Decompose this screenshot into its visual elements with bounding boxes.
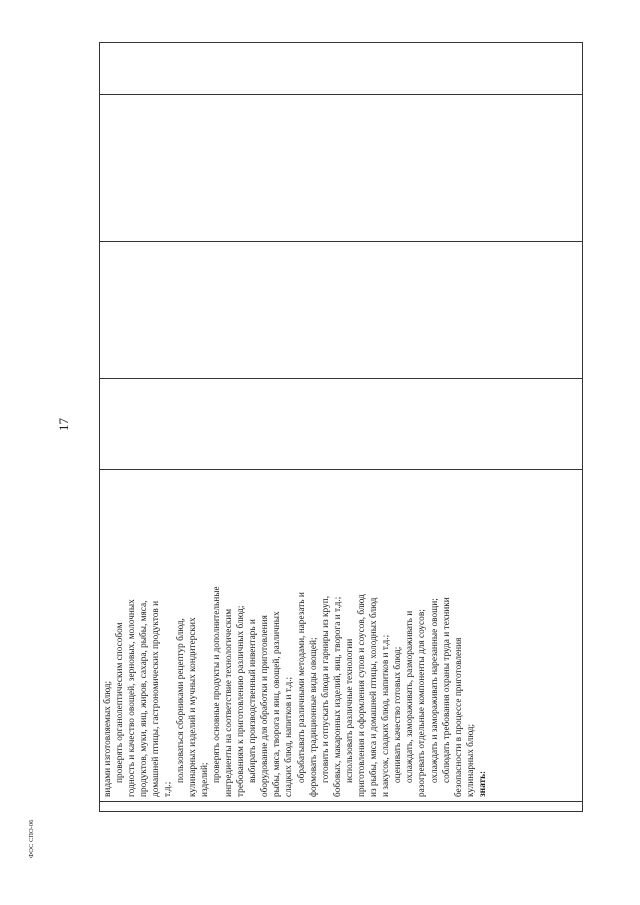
text-line: и закусок, сладких блюд, напитков и т.д.;	[381, 634, 392, 797]
text-line: безопасности в процессе приготовления	[453, 637, 464, 797]
text-line: готовить и отпускать блюда и гарниры из круп,	[320, 595, 331, 783]
text-line: выбирать производственный инвентарь и	[248, 619, 259, 783]
text-line: приготовления и оформления супов и соусов, блюд	[356, 594, 367, 797]
rotated-table-block	[99, 42, 583, 812]
text-line: видами изготовляемых блюд;	[103, 680, 113, 797]
text-line: разогревать отдельные компоненты для соусов;	[417, 609, 428, 797]
text-line: пользоваться сборниками рецептур блюд,	[175, 618, 186, 783]
text-line: использовать различные технологии	[344, 638, 355, 783]
table-cell-4	[100, 95, 583, 242]
text-line: охлаждать, замораживать, размораживать и	[405, 610, 416, 783]
text-line: из рыбы, мяса и домашней птицы, холодных блюд	[369, 597, 380, 797]
text-line: домашней птицы, гастрономических продуктов и	[151, 600, 162, 797]
text-line: соблюдать требования охраны труда и техники	[441, 597, 452, 783]
skills-text	[100, 470, 489, 801]
text-line: обрабатывать различными методами, нарезать и	[296, 592, 307, 783]
text-line: продуктов, муки, яиц, жиров, сахара, рыбы, мяса,	[139, 600, 150, 797]
text-line: кулинарных блюд;	[465, 723, 476, 797]
text-line: формовать традиционные виды овощей;	[308, 637, 319, 797]
table-cell-2	[100, 379, 583, 470]
text-line: бобовых, макаронных изделий, яиц, творога и т.д.;	[332, 596, 343, 797]
text-line: рыбы, мяса, творога и яиц, овощей, различных	[272, 611, 283, 797]
text-line: годность и качество овощей, зерновых, молочных	[127, 599, 138, 797]
text-line: кулинарных изделий и мучных кондитерских	[187, 617, 198, 797]
text-line: оборудование для обработки и приготовления	[260, 615, 271, 797]
competency-table	[99, 42, 583, 812]
text-line: проверять органолептическим способом	[115, 622, 126, 783]
text-line: требованиям к приготовлению различных блюд;	[236, 605, 247, 797]
table-cell-skills	[100, 470, 583, 802]
text-line: ингредиенты на соответствие технологическим	[223, 608, 234, 797]
text-line: знать:	[477, 770, 488, 797]
page-number: 17	[56, 418, 71, 431]
text-line: т.д.;	[163, 781, 174, 797]
table-cell-index	[100, 802, 583, 812]
table-cell-5	[100, 43, 583, 95]
footer-code: ФОС СПО-06	[28, 819, 35, 858]
text-line: изделий;	[199, 762, 210, 797]
text-line: оценивать качество готовых блюд;	[393, 646, 404, 783]
text-line: проверять основные продукты и дополнительные	[211, 586, 222, 783]
table-row	[100, 43, 583, 812]
text-line: охлаждать и замораживать нарезанные овощи;	[429, 598, 440, 783]
text-line: сладких блюд, напитков и т.д.;	[284, 676, 295, 797]
table-cell-3	[100, 242, 583, 379]
